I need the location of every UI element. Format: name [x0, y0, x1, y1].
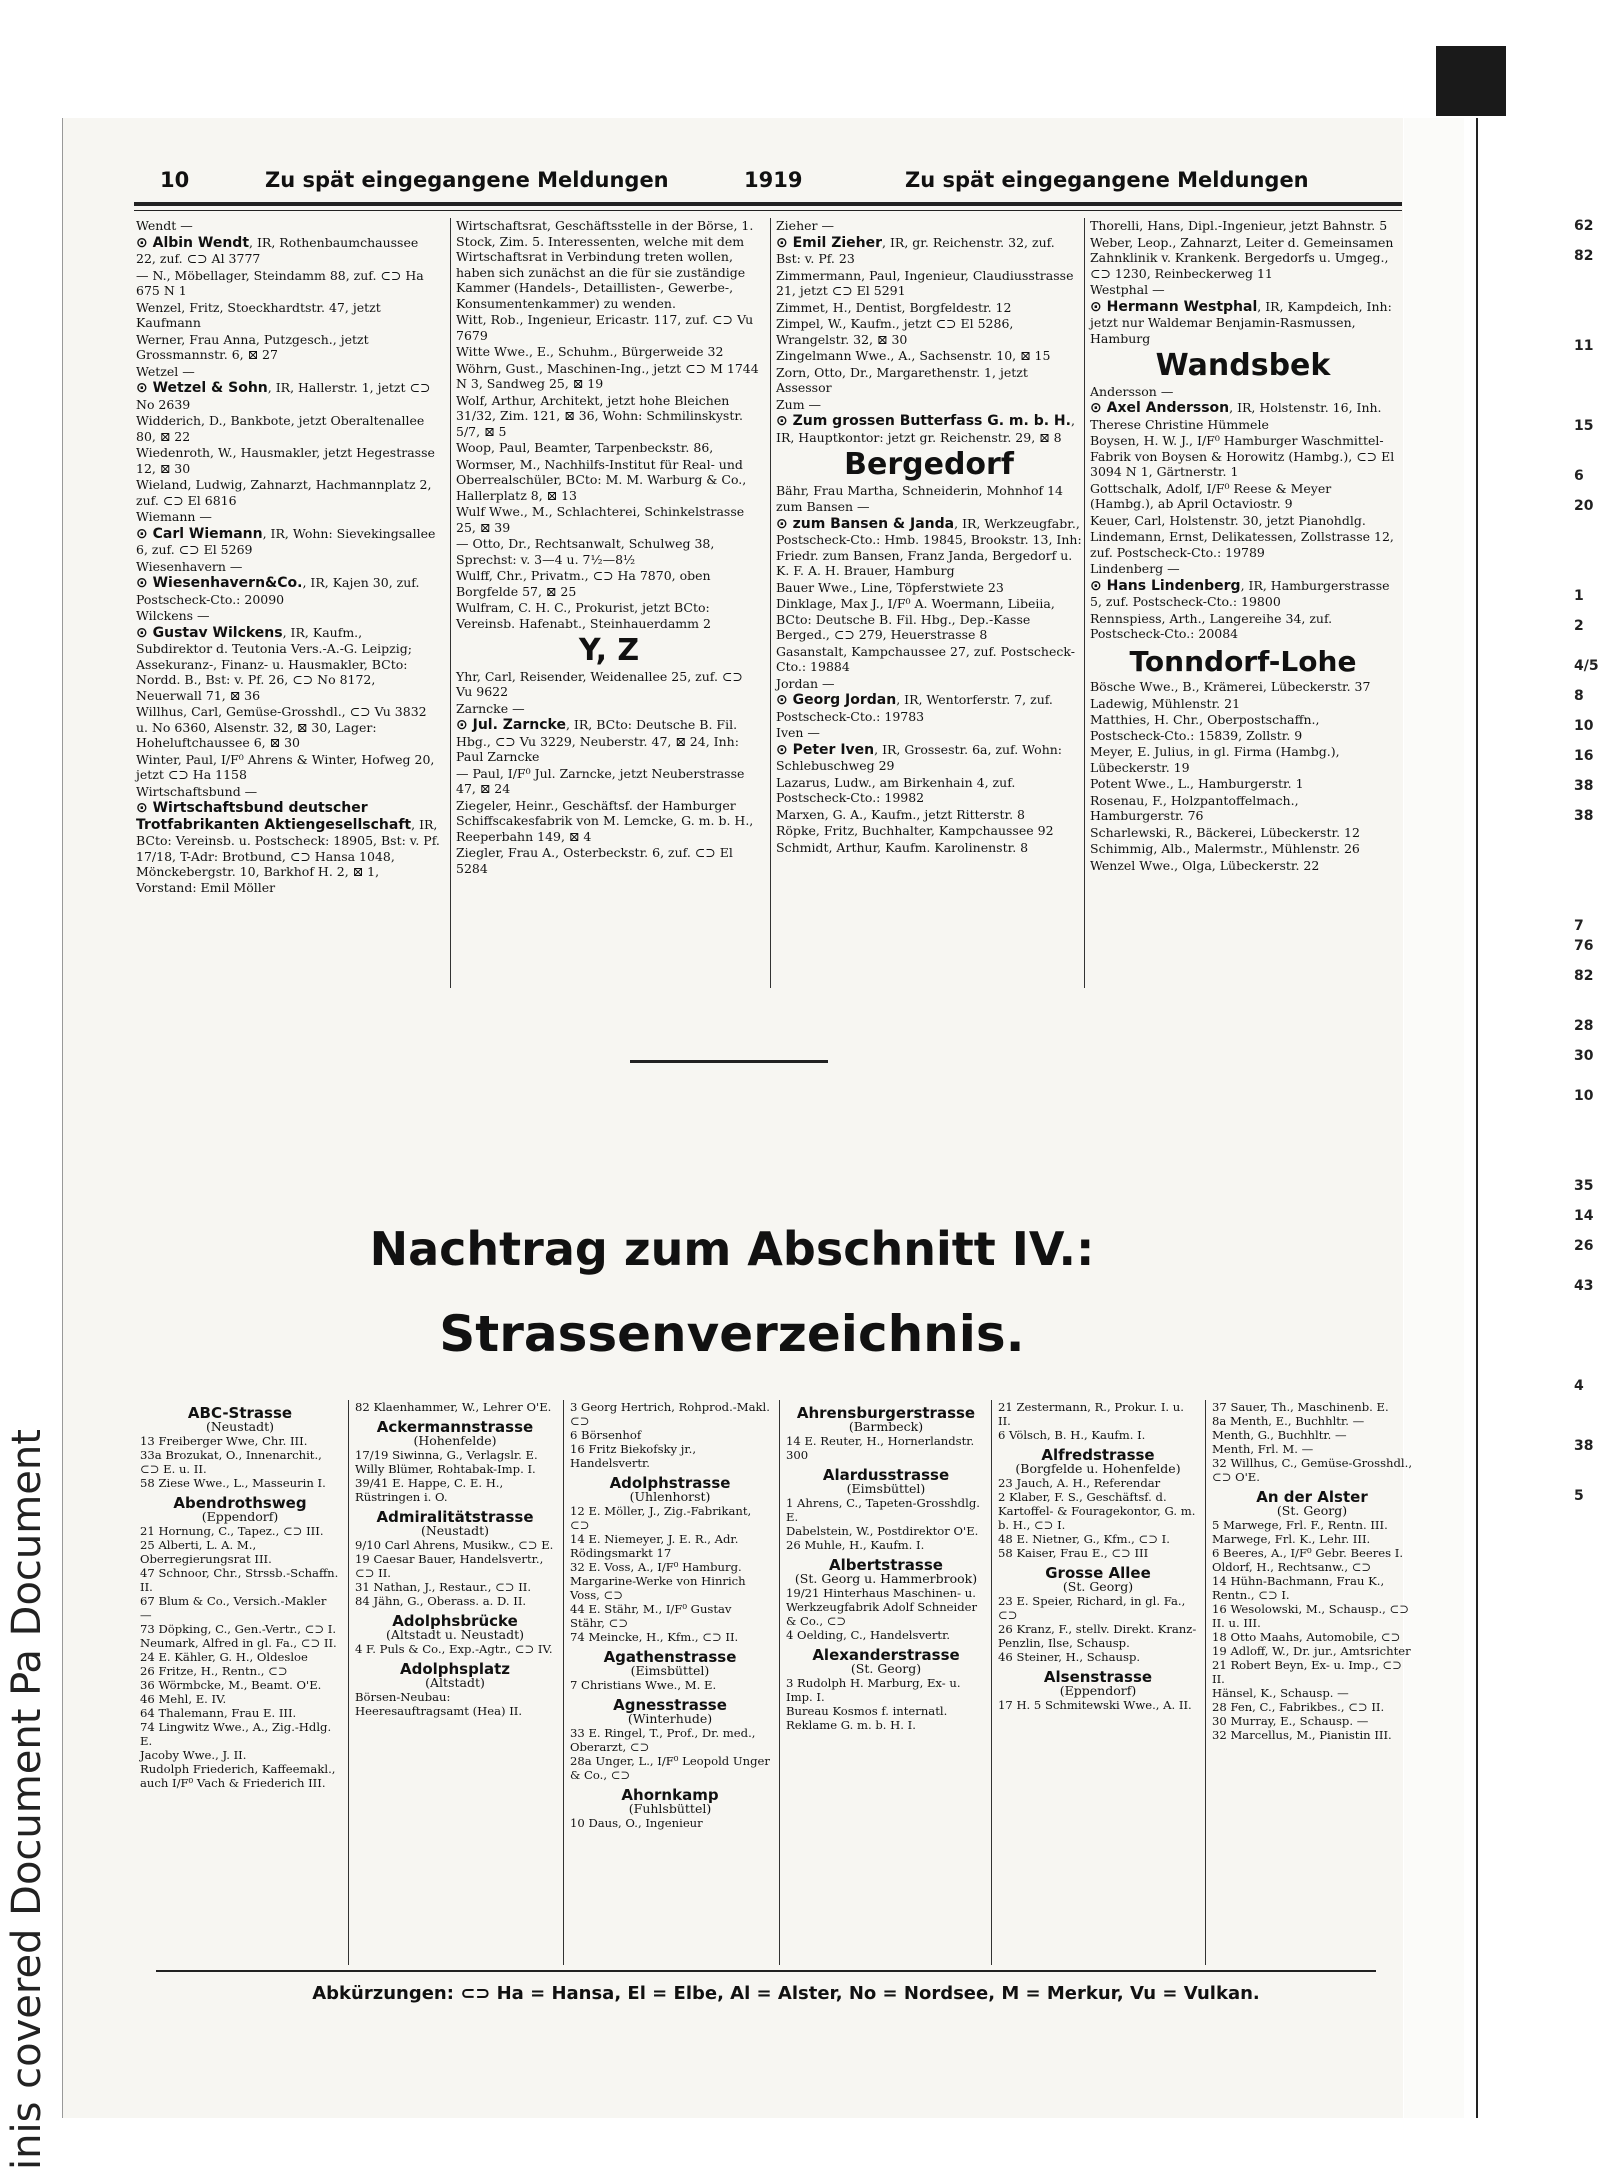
street-district: (Borgfelde u. Hohenfelde): [1015, 1461, 1181, 1476]
resident-entry: Neumark, Alfred in gl. Fa., ⊂⊃ II.: [140, 1636, 337, 1650]
firm-entry: ⊙ zum Bansen & Janda, IR, Werkzeugfabr., Postscheck-Cto.: Hmb. 19845, Brookstr. 13, Inh: Friedr. zum Bansen, Franz Janda, Bergedorf u. K. F. A. H. Brauer, Hamburg: [776, 515, 1082, 578]
directory-entry: Wetzel —: [136, 363, 195, 379]
directory-entry: Bauer Wwe., Line, Töpferstwiete 23: [776, 579, 1004, 595]
resident-entry: 10 Daus, O., Ingenieur: [570, 1816, 703, 1830]
directory-entry: Willhus, Carl, Gemüse-Grosshdl., ⊂⊃ Vu 3832 u. No 6360, Alsenstr. 32, ⊠ 30, Lager: Hoheluftchaussee 6, ⊠ 30: [136, 704, 427, 750]
street-name: Adolphsplatz: [399, 1660, 511, 1678]
adjacent-page: [1476, 118, 1602, 2118]
directory-entry: — Otto, Dr., Rechtsanwalt, Schulweg 38, Sprechst: v. 3—4 u. 7½—8½: [456, 536, 715, 567]
directory-entry: Thorelli, Hans, Dipl.-Ingenieur, jetzt Bahnstr. 5: [1090, 218, 1388, 233]
resident-entry: 14 E. Niemeyer, J. E. R., Adr. Rödingsmarkt 17: [570, 1532, 739, 1560]
adjacent-page-number: 38: [1574, 1438, 1594, 1454]
resident-entry: 6 Börsenhof: [570, 1428, 642, 1442]
firm-entry: ⊙ Hermann Westphal, IR, Kampdeich, Inh: jetzt nur Waldemar Benjamin-Rasmussen, Hamburg: [1090, 298, 1392, 346]
adjacent-page-number: 15: [1574, 418, 1594, 434]
directory-entry: Zorn, Otto, Dr., Margarethenstr. 1, jetzt Assessor: [776, 364, 1028, 395]
resident-entry: 17/19 Siwinna, G., Verlagslr. E.: [355, 1448, 538, 1462]
resident-entry: Menth, Frl. M. —: [1212, 1442, 1314, 1456]
directory-entry: Lindemann, Ernst, Delikatessen, Zollstrasse 12, zuf. Postscheck-Cto.: 19789: [1090, 529, 1394, 560]
directory-entry: Winter, Paul, I/F⁰ Ahrens & Winter, Hofweg 20, jetzt ⊂⊃ Ha 1158: [136, 751, 435, 782]
street-name: Abendrothsweg: [173, 1494, 307, 1512]
resident-entry: 67 Blum & Co., Versich.-Makler —: [140, 1594, 327, 1622]
directory-entry: Gasanstalt, Kampchaussee 27, zuf. Postscheck-Cto.: 19884: [776, 643, 1075, 674]
resident-entry: 21 Robert Beyn, Ex- u. Imp., ⊂⊃ II.: [1212, 1658, 1402, 1686]
street-district: (Neustadt): [205, 1419, 275, 1434]
directory-entry: Gottschalk, Adolf, I/F⁰ Reese & Meyer (Hambg.), ab April Octaviostr. 9: [1090, 480, 1332, 511]
directory-entry: Wulfram, C. H. C., Prokurist, jetzt BCto: Vereinsb. Hafenabt., Steinhauerdamm 2: [456, 600, 711, 631]
directory-entry: Zimpel, W., Kaufm., jetzt ⊂⊃ El 5286, Wrangelstr. 32, ⊠ 30: [776, 316, 1014, 347]
street-name: ABC-Strasse: [187, 1404, 293, 1422]
region-heading: Bergedorf: [844, 447, 1014, 482]
resident-entry: 16 Wesolowski, M., Schausp., ⊂⊃ II. u. III.: [1212, 1602, 1409, 1630]
adjacent-page-number: 30: [1574, 1048, 1594, 1064]
street-district: (Winterhude): [627, 1711, 713, 1726]
side-caption-text: inis covered Document Pa Document: [4, 1429, 50, 2170]
firm-entry: ⊙ Wiesenhavern&Co., IR, Kajen 30, zuf. Postscheck-Cto.: 20090: [136, 575, 420, 607]
firm-entry: ⊙ Carl Wiemann, IR, Wohn: Sievekingsallee 6, zuf. ⊂⊃ El 5269: [136, 525, 436, 557]
resident-entry: 58 Ziese Wwe., L., Masseurin I.: [140, 1476, 326, 1490]
resident-entry: Menth, G., Buchhltr. —: [1212, 1428, 1347, 1442]
directory-entry: Ziegeler, Heinr., Geschäftsf. der Hamburger Schiffscakesfabrik von M. Lemcke, G. m. b. H., Reeperbahn 149, ⊠ 4: [456, 797, 754, 844]
resident-entry: 12 E. Möller, J., Zig.-Fabrikant, ⊂⊃: [570, 1504, 752, 1532]
resident-entry: Dabelstein, W., Postdirektor O'E.: [786, 1524, 979, 1538]
directory-entry: Wiesenhavern —: [136, 558, 243, 574]
street-name: Albertstrasse: [829, 1556, 943, 1574]
resident-entry: 26 Kranz, F., stellv. Direkt. Kranz-Penzlin, Ilse, Schausp.: [998, 1622, 1197, 1650]
directory-entry: Wulff, Chr., Privatm., ⊂⊃ Ha 7870, oben Borgfelde 57, ⊠ 25: [456, 568, 711, 599]
page-header: [160, 168, 1420, 196]
directory-entry: Bösche Wwe., B., Krämerei, Lübeckerstr. 37: [1090, 679, 1371, 694]
directory-entry: — N., Möbellager, Steindamm 88, zuf. ⊂⊃ Ha 675 N 1: [136, 267, 424, 298]
street-column: [786, 1400, 986, 1732]
street-district: (St. Georg): [1276, 1503, 1348, 1518]
street-district: (Eimsbüttel): [630, 1663, 710, 1678]
directory-entry: Rosenau, F., Holzpantoffelmach., Hamburgerstr. 76: [1090, 792, 1299, 823]
resident-entry: 1 Ahrens, C., Tapeten-Grosshdlg. E.: [786, 1496, 980, 1524]
directory-entry: Lazarus, Ludw., am Birkenhain 4, zuf. Postscheck-Cto.: 19982: [776, 774, 1016, 805]
resident-entry: 31 Nathan, J., Restaur., ⊂⊃ II.: [355, 1580, 532, 1594]
page-number: 10: [160, 168, 190, 192]
abbreviations-footer: Abkürzungen: ⊂⊃ Ha = Hansa, El = Elbe, Al = Alster, No = Nordsee, M = Merkur, Vu = Vulkan.: [312, 1983, 1260, 2004]
directory-entry: Ziegler, Frau A., Osterbeckstr. 6, zuf. ⊂⊃ El 5284: [456, 845, 733, 876]
resident-entry: 3 Georg Hertrich, Rohprod.-Makl. ⊂⊃: [570, 1400, 770, 1428]
adjacent-page-number: 4: [1574, 1378, 1584, 1394]
directory-column: [1090, 218, 1396, 874]
column-divider: [770, 218, 771, 988]
resident-entry: 26 Muhle, H., Kaufm. I.: [786, 1538, 925, 1552]
directory-entry: — Paul, I/F⁰ Jul. Zarncke, jetzt Neuberstrasse 47, ⊠ 24: [456, 765, 745, 796]
resident-entry: 82 Klaenhammer, W., Lehrer O'E.: [355, 1400, 552, 1414]
resident-entry: 13 Freiberger Wwe, Chr. III.: [140, 1434, 308, 1448]
adjacent-page-number: 35: [1574, 1178, 1594, 1194]
directory-entry: Wieland, Ludwig, Zahnarzt, Hachmannplatz 2, zuf. ⊂⊃ El 6816: [136, 477, 432, 508]
street-name: Alfredstrasse: [1041, 1446, 1155, 1464]
street-name: Adolphsbrücke: [392, 1612, 518, 1630]
directory-entry: Rennspiess, Arth., Langereihe 34, zuf. Postscheck-Cto.: 20084: [1090, 610, 1333, 641]
street-name: Adolphstrasse: [609, 1474, 731, 1492]
street-name: Ackermannstrasse: [376, 1418, 534, 1436]
resident-entry: 3 Rudolph H. Marburg, Ex- u. Imp. I.: [786, 1676, 961, 1704]
resident-entry: 23 E. Speier, Richard, in gl. Fa., ⊂⊃: [998, 1594, 1186, 1622]
street-district: (Eppendorf): [1059, 1683, 1137, 1698]
resident-entry: 30 Murray, E., Schausp. —: [1212, 1714, 1369, 1728]
adjacent-page-number: 10: [1574, 718, 1594, 734]
resident-entry: 19 Caesar Bauer, Handelsvertr., ⊂⊃ II.: [355, 1552, 544, 1580]
directory-entry: Zum —: [776, 396, 822, 412]
resident-entry: Rudolph Friederich, Kaffeemakl., auch I/F⁰ Vach & Friederich III.: [140, 1762, 336, 1790]
street-column: [140, 1400, 340, 1790]
adjacent-page-number: 26: [1574, 1238, 1594, 1254]
resident-entry: 37 Sauer, Th., Maschinenb. E.: [1212, 1400, 1389, 1414]
resident-entry: 28 Fen, C., Fabrikbes., ⊂⊃ II.: [1212, 1700, 1385, 1714]
street-name: Agnesstrasse: [613, 1696, 727, 1714]
directory-entry: Wirtschaftsrat, Geschäftsstelle in der Börse, 1. Stock, Zim. 5. Interessenten, welche mit dem Wirtschaftsrat in Verbindung treten wollen, haben sich zunächst an die für sie zuständige Kammer (Handels-, Detaillisten-, Gewerbe-, Konsumentenkammer) zu wenden.: [456, 218, 754, 311]
region-heading: Y, Z: [578, 633, 640, 668]
region-heading: Wandsbek: [1155, 348, 1331, 383]
directory-entry: Wenzel Wwe., Olga, Lübeckerstr. 22: [1090, 857, 1320, 873]
street-district: (Fuhlsbüttel): [628, 1801, 712, 1816]
street-column: [1212, 1400, 1412, 1742]
directory-entry: Woop, Paul, Beamter, Tarpenbeckstr. 86,: [456, 440, 714, 455]
directory-entry: Schimmig, Alb., Malermstr., Mühlenstr. 26: [1090, 841, 1360, 856]
directory-entry: Widderich, D., Bankbote, jetzt Oberaltenallee 80, ⊠ 22: [136, 413, 425, 444]
directory-entry: Bähr, Frau Martha, Schneiderin, Mohnhof 14: [776, 482, 1063, 498]
section-divider: [630, 1060, 828, 1063]
resident-entry: Oldorf, H., Rechtsanw., ⊂⊃: [1212, 1560, 1372, 1574]
street-name: Grosse Allee: [1045, 1564, 1151, 1582]
column-divider: [1084, 218, 1085, 988]
adjacent-page-number: 62: [1574, 218, 1594, 234]
resident-entry: 32 E. Voss, A., I/F⁰ Hamburg. Margarine-Werke von Hinrich Voss, ⊂⊃: [570, 1560, 746, 1602]
adjacent-page-number: 82: [1574, 968, 1594, 984]
directory-column: [776, 218, 1082, 856]
resident-entry: 17 H. 5 Schmitewski Wwe., A. II.: [998, 1698, 1192, 1712]
resident-entry: 23 Jauch, A. H., Referendar: [998, 1476, 1161, 1490]
directory-entry: zum Bansen —: [776, 499, 870, 514]
resident-entry: 44 E. Stähr, M., I/F⁰ Gustav Stähr, ⊂⊃: [570, 1602, 732, 1630]
street-name: Alsenstrasse: [1043, 1668, 1153, 1686]
adjacent-page-number: 7: [1574, 918, 1584, 934]
resident-entry: 33a Brozukat, O., Innenarchit., ⊂⊃ E. u. II.: [140, 1448, 322, 1476]
directory-column: [136, 218, 442, 896]
directory-entry: Jordan —: [776, 675, 835, 691]
directory-entry: Potent Wwe., L., Hamburgerstr. 1: [1090, 776, 1304, 791]
directory-entry: Zingelmann Wwe., A., Sachsenstr. 10, ⊠ 15: [776, 348, 1051, 363]
street-district: (Hohenfelde): [413, 1433, 497, 1448]
directory-entry: Ladewig, Mühlenstr. 21: [1090, 695, 1241, 711]
resident-entry: 19 Adloff, W., Dr. jur., Amtsrichter: [1212, 1644, 1411, 1658]
header-rule: [134, 202, 1402, 206]
street-district: (Neustadt): [420, 1523, 490, 1538]
nachtrag-subtitle: Strassenverzeichnis.: [439, 1305, 1025, 1363]
directory-entry: Matthies, H. Chr., Oberpostschaffn., Postscheck-Cto.: 15839, Zollstr. 9: [1090, 712, 1320, 743]
street-name: Ahrensburgerstrasse: [796, 1404, 976, 1422]
street-district: (Barmbeck): [848, 1419, 924, 1434]
resident-entry: 74 Lingwitz Wwe., A., Zig.-Hdlg. E.: [140, 1720, 332, 1748]
directory-entry: Wolf, Arthur, Architekt, jetzt hohe Bleichen 31/32, Zim. 121, ⊠ 36, Wohn: Schmilinskystr. 5/7, ⊠ 5: [456, 392, 743, 439]
binding-marker: [1436, 46, 1506, 116]
street-column: [998, 1400, 1198, 1712]
street-district: (Eppendorf): [201, 1509, 279, 1524]
nachtrag-title: Nachtrag zum Abschnitt IV.:: [369, 1222, 1095, 1276]
street-district: (St. Georg): [1062, 1579, 1134, 1594]
column-divider: [450, 218, 451, 988]
firm-entry: ⊙ Jul. Zarncke, IR, BCto: Deutsche B. Fil. Hbg., ⊂⊃ Vu 3229, Neuberstr. 47, ⊠ 24, Inh: Paul Zarncke: [456, 717, 739, 764]
street-name: An der Alster: [1256, 1488, 1368, 1506]
firm-entry: ⊙ Zum grossen Butterfass G. m. b. H., IR, Hauptkontor: jetzt gr. Reichenstr. 29, ⊠ 8: [776, 413, 1075, 445]
resident-entry: Willy Blümer, Rohtabak-Imp. I.: [355, 1462, 536, 1476]
adjacent-page-number: 38: [1574, 778, 1594, 794]
resident-entry: 6 Beeres, A., I/F⁰ Gebr. Beeres I.: [1212, 1546, 1404, 1560]
resident-entry: Hänsel, K., Schausp. —: [1212, 1686, 1349, 1700]
directory-entry: Zimmet, H., Dentist, Borgfeldestr. 12: [776, 299, 1012, 315]
header-title-left: Zu spät eingegangene Meldungen: [265, 168, 669, 192]
header-year: 1919: [744, 168, 803, 192]
resident-entry: 39/41 E. Happe, C. E. H., Rüstringen i. O.: [355, 1476, 504, 1504]
directory-entry: Wormser, M., Nachhilfs-Institut für Real- und Oberrealschüler, BCto: M. M. Warburg & Co., Hallerplatz 8, ⊠ 13: [456, 456, 747, 503]
region-heading: Tonndorf-Lohe: [1129, 644, 1357, 678]
directory-entry: Röpke, Fritz, Buchhalter, Kampchaussee 92: [776, 823, 1054, 838]
resident-entry: 47 Schnoor, Chr., Strssb.-Schaffn. II.: [140, 1566, 339, 1594]
firm-entry: ⊙ Hans Lindenberg, IR, Hamburgerstrasse 5, zuf. Postscheck-Cto.: 19800: [1090, 577, 1390, 609]
directory-entry: Marxen, G. A., Kaufm., jetzt Ritterstr. 8: [776, 806, 1025, 822]
resident-entry: 46 Steiner, H., Schausp.: [998, 1650, 1141, 1664]
street-column-divider: [563, 1400, 564, 1965]
resident-entry: 19/21 Hinterhaus Maschinen- u. Werkzeugfabrik Adolf Schneider & Co., ⊂⊃: [786, 1586, 978, 1628]
firm-entry: ⊙ Wetzel & Sohn, IR, Hallerstr. 1, jetzt ⊂⊃ No 2639: [136, 380, 431, 412]
firm-entry: ⊙ Albin Wendt, IR, Rothenbaumchaussee 22, zuf. ⊂⊃ Al 3777: [136, 234, 419, 266]
street-name: Alardusstrasse: [822, 1466, 950, 1484]
directory-entry: Witte Wwe., E., Schuhm., Bürgerweide 32: [456, 344, 724, 359]
adjacent-page-number: 14: [1574, 1208, 1594, 1224]
directory-entry: Lindenberg —: [1090, 561, 1180, 576]
resident-entry: 33 E. Ringel, T., Prof., Dr. med., Oberarzt, ⊂⊃: [570, 1726, 756, 1754]
resident-entry: 74 Meincke, H., Kfm., ⊂⊃ II.: [570, 1630, 739, 1644]
resident-entry: 48 E. Nietner, G., Kfm., ⊂⊃ I.: [998, 1532, 1170, 1546]
header-title-right: Zu spät eingegangene Meldungen: [905, 168, 1309, 192]
directory-entry: Westphal —: [1090, 282, 1165, 297]
firm-entry: ⊙ Georg Jordan, IR, Wentorferstr. 7, zuf. Postscheck-Cto.: 19783: [776, 692, 1053, 724]
adjacent-page-number: 11: [1574, 338, 1594, 354]
adjacent-page-number: 43: [1574, 1278, 1594, 1294]
resident-entry: 32 Marcellus, M., Pianistin III.: [1212, 1728, 1392, 1742]
street-district: (Eimsbüttel): [846, 1481, 926, 1496]
resident-entry: 58 Kaiser, Frau E., ⊂⊃ III: [998, 1546, 1149, 1560]
street-name: Alexanderstrasse: [812, 1646, 960, 1664]
directory-entry: Wilckens —: [136, 608, 210, 623]
adjacent-page-number: 6: [1574, 468, 1584, 484]
adjacent-page-number: 82: [1574, 248, 1594, 264]
directory-entry: Wiemann —: [136, 509, 212, 524]
resident-entry: 18 Otto Maahs, Automobile, ⊂⊃: [1212, 1630, 1401, 1644]
street-district: (Uhlenhorst): [629, 1489, 711, 1504]
resident-entry: 7 Christians Wwe., M. E.: [570, 1678, 717, 1692]
street-column-divider: [348, 1400, 349, 1965]
street-district: (St. Georg): [850, 1661, 922, 1676]
directory-entry: Zarncke —: [456, 700, 525, 716]
firm-entry: ⊙ Gustav Wilckens, IR, Kaufm., Subdirektor d. Teutonia Vers.-A.-G. Leipzig; Assekuranz-, Finanz- u. Hausmakler, BCto: Nordd. B., Bst: v. Pf. 26, ⊂⊃ No 8172, Neuerwall 71, ⊠ 36: [136, 624, 412, 703]
resident-entry: 6 Völsch, B. H., Kaufm. I.: [998, 1428, 1146, 1442]
directory-entry: Yhr, Carl, Reisender, Weidenallee 25, zuf. ⊂⊃ Vu 9622: [456, 668, 743, 699]
scan-top-margin: [0, 0, 1600, 46]
adjacent-page-number: 5: [1574, 1488, 1584, 1504]
resident-entry: 28a Unger, L., I/F⁰ Leopold Unger & Co., ⊂⊃: [570, 1754, 770, 1782]
street-column: [570, 1400, 770, 1830]
directory-entry: Dinklage, Max J., I/F⁰ A. Woermann, Libeiia, BCto: Deutsche B. Fil. Hbg., Dep.-Kasse Berged., ⊂⊃ 279, Heuerstrasse 8: [776, 596, 1055, 642]
directory-entry: Schmidt, Arthur, Kaufm. Karolinenstr. 8: [776, 839, 1029, 855]
directory-entry: Andersson —: [1090, 383, 1174, 399]
resident-entry: Jacoby Wwe., J. II.: [140, 1748, 247, 1762]
firm-entry: ⊙ Peter Iven, IR, Grossestr. 6a, zuf. Wohn: Schlebuschweg 29: [776, 741, 1063, 773]
firm-entry: ⊙ Axel Andersson, IR, Holstenstr. 16, Inh. Therese Christine Hümmele: [1090, 400, 1382, 432]
directory-entry: Wirtschaftsbund —: [136, 783, 258, 799]
footer-rule: [156, 1970, 1376, 1972]
directory-entry: Wiedenroth, W., Hausmakler, jetzt Hegestrasse 12, ⊠ 30: [136, 445, 435, 476]
resident-entry: Börsen-Neubau: Heeresauftragsamt (Hea) II.: [355, 1690, 523, 1718]
street-column: [355, 1400, 555, 1718]
directory-entry: Wöhrn, Gust., Maschinen-Ing., jetzt ⊂⊃ M 1744 N 3, Sandweg 25, ⊠ 19: [456, 360, 759, 391]
resident-entry: 9/10 Carl Ahrens, Musikw., ⊂⊃ E.: [355, 1538, 554, 1552]
resident-entry: 5 Marwege, Frl. F., Rentn. III.: [1212, 1518, 1388, 1532]
adjacent-page-number: 10: [1574, 1088, 1594, 1104]
adjacent-page-number: 38: [1574, 808, 1594, 824]
resident-entry: Bureau Kosmos f. internatl. Reklame G. m. b. H. I.: [786, 1704, 948, 1732]
resident-entry: 25 Alberti, L. A. M., Oberregierungsrat III.: [140, 1538, 272, 1566]
directory-entry: Scharlewski, R., Bäckerei, Lübeckerstr. 12: [1090, 824, 1360, 840]
street-district: (Altstadt): [425, 1675, 485, 1690]
page-gutter: [1404, 118, 1464, 2118]
adjacent-page-number: 28: [1574, 1018, 1594, 1034]
resident-entry: 8a Menth, E., Buchhltr. —: [1212, 1414, 1365, 1428]
directory-entry: Meyer, E. Julius, in gl. Firma (Hambg.), Lübeckerstr. 19: [1090, 744, 1340, 775]
street-district: (Altstadt u. Neustadt): [386, 1627, 524, 1642]
directory-entry: Iven —: [776, 725, 820, 740]
street-name: Ahornkamp: [621, 1786, 719, 1804]
adjacent-page-number: 20: [1574, 498, 1594, 514]
adjacent-page-number: 8: [1574, 688, 1584, 704]
resident-entry: 84 Jähn, G., Oberass. a. D. II.: [355, 1594, 527, 1608]
street-name: Admiralitätstrasse: [376, 1508, 534, 1526]
street-name: Agathenstrasse: [603, 1648, 737, 1666]
street-column-divider: [991, 1400, 992, 1965]
resident-entry: 4 Oelding, C., Handelsvertr.: [786, 1628, 951, 1642]
resident-entry: 16 Fritz Biekofsky jr., Handelsvertr.: [570, 1442, 697, 1470]
directory-entry: Wendt —: [136, 218, 193, 233]
resident-entry: 14 E. Reuter, H., Hornerlandstr. 300: [786, 1434, 975, 1462]
resident-entry: 64 Thalemann, Frau E. III.: [140, 1706, 297, 1720]
resident-entry: 24 E. Kähler, G. H., Oldesloe: [140, 1650, 308, 1664]
directory-column: [456, 218, 762, 877]
resident-entry: 21 Zestermann, R., Prokur. I. u. II.: [998, 1400, 1184, 1428]
directory-entry: Keuer, Carl, Holstenstr. 30, jetzt Pianohdlg.: [1090, 512, 1366, 528]
adjacent-page-number: 1: [1574, 588, 1584, 604]
directory-entry: Witt, Rob., Ingenieur, Ericastr. 117, zuf. ⊂⊃ Vu 7679: [456, 312, 754, 343]
directory-entry: Werner, Frau Anna, Putzgesch., jetzt Grossmannstr. 6, ⊠ 27: [136, 331, 369, 362]
directory-entry: Zimmermann, Paul, Ingenieur, Claudiusstrasse 21, jetzt ⊂⊃ El 5291: [776, 267, 1074, 298]
adjacent-page-number: 16: [1574, 748, 1594, 764]
street-column-divider: [1205, 1400, 1206, 1965]
adjacent-page-number: 4/5: [1574, 658, 1599, 674]
firm-entry: ⊙ Emil Zieher, IR, gr. Reichenstr. 32, zuf. Bst: v. Pf. 23: [776, 234, 1055, 266]
firm-entry: ⊙ Wirtschaftsbund deutscher Trotfabrikanten Aktiengesellschaft, IR, BCto: Vereinsb. u. Postscheck: 18905, Bst: v. Pf. 17/18, T-Adr: Brotbund, ⊂⊃ Hansa 1048, Mönckebergstr. 10, Barkhof H. 2, ⊠ 1, Vorstand: Emil Möller: [136, 800, 440, 895]
resident-entry: 32 Willhus, C., Gemüse-Grosshdl., ⊂⊃ O'E.: [1212, 1456, 1413, 1484]
adjacent-page-number: 76: [1574, 938, 1594, 954]
street-column-divider: [779, 1400, 780, 1965]
directory-entry: Weber, Leop., Zahnarzt, Leiter d. Gemeinsamen Zahnklinik v. Krankenk. Bergedorfs u. Umgeg., ⊂⊃ 1230, Reinbeckerweg 11: [1090, 234, 1394, 281]
street-district: (St. Georg u. Hammerbrook): [794, 1571, 978, 1586]
directory-entry: Boysen, H. W. J., I/F⁰ Hamburger Waschmittel-Fabrik von Boysen & Horowitz (Hambg.), ⊂⊃ El 3094 N 1, Gärtnerstr. 1: [1090, 433, 1395, 479]
header-rule-thin: [134, 210, 1402, 211]
resident-entry: 2 Klaber, F. S., Geschäftsf. d. Kartoffel- & Fouragekontor, G. m. b. H., ⊂⊃ I.: [998, 1490, 1196, 1532]
resident-entry: 14 Hühn-Bachmann, Frau K., Rentn., ⊂⊃ I.: [1212, 1574, 1385, 1602]
resident-entry: Marwege, Frl. K., Lehr. III.: [1212, 1532, 1371, 1546]
resident-entry: 73 Döpking, C., Gen.-Vertr., ⊂⊃ I.: [140, 1622, 337, 1636]
resident-entry: 46 Mehl, E. IV.: [140, 1692, 227, 1706]
resident-entry: 4 F. Puls & Co., Exp.-Agtr., ⊂⊃ IV.: [355, 1642, 553, 1656]
directory-entry: Wulf Wwe., M., Schlachterei, Schinkelstrasse 25, ⊠ 39: [456, 504, 745, 535]
resident-entry: 36 Wörmbcke, M., Beamt. O'E.: [140, 1678, 322, 1692]
adjacent-page-number: 2: [1574, 618, 1584, 634]
side-caption: [0, 700, 50, 2177]
resident-entry: 26 Fritze, H., Rentn., ⊂⊃: [140, 1664, 288, 1678]
resident-entry: 21 Hornung, C., Tapez., ⊂⊃ III.: [140, 1524, 324, 1538]
directory-entry: Zieher —: [776, 218, 834, 233]
directory-entry: Wenzel, Fritz, Stoeckhardtstr. 47, jetzt Kaufmann: [136, 299, 381, 330]
